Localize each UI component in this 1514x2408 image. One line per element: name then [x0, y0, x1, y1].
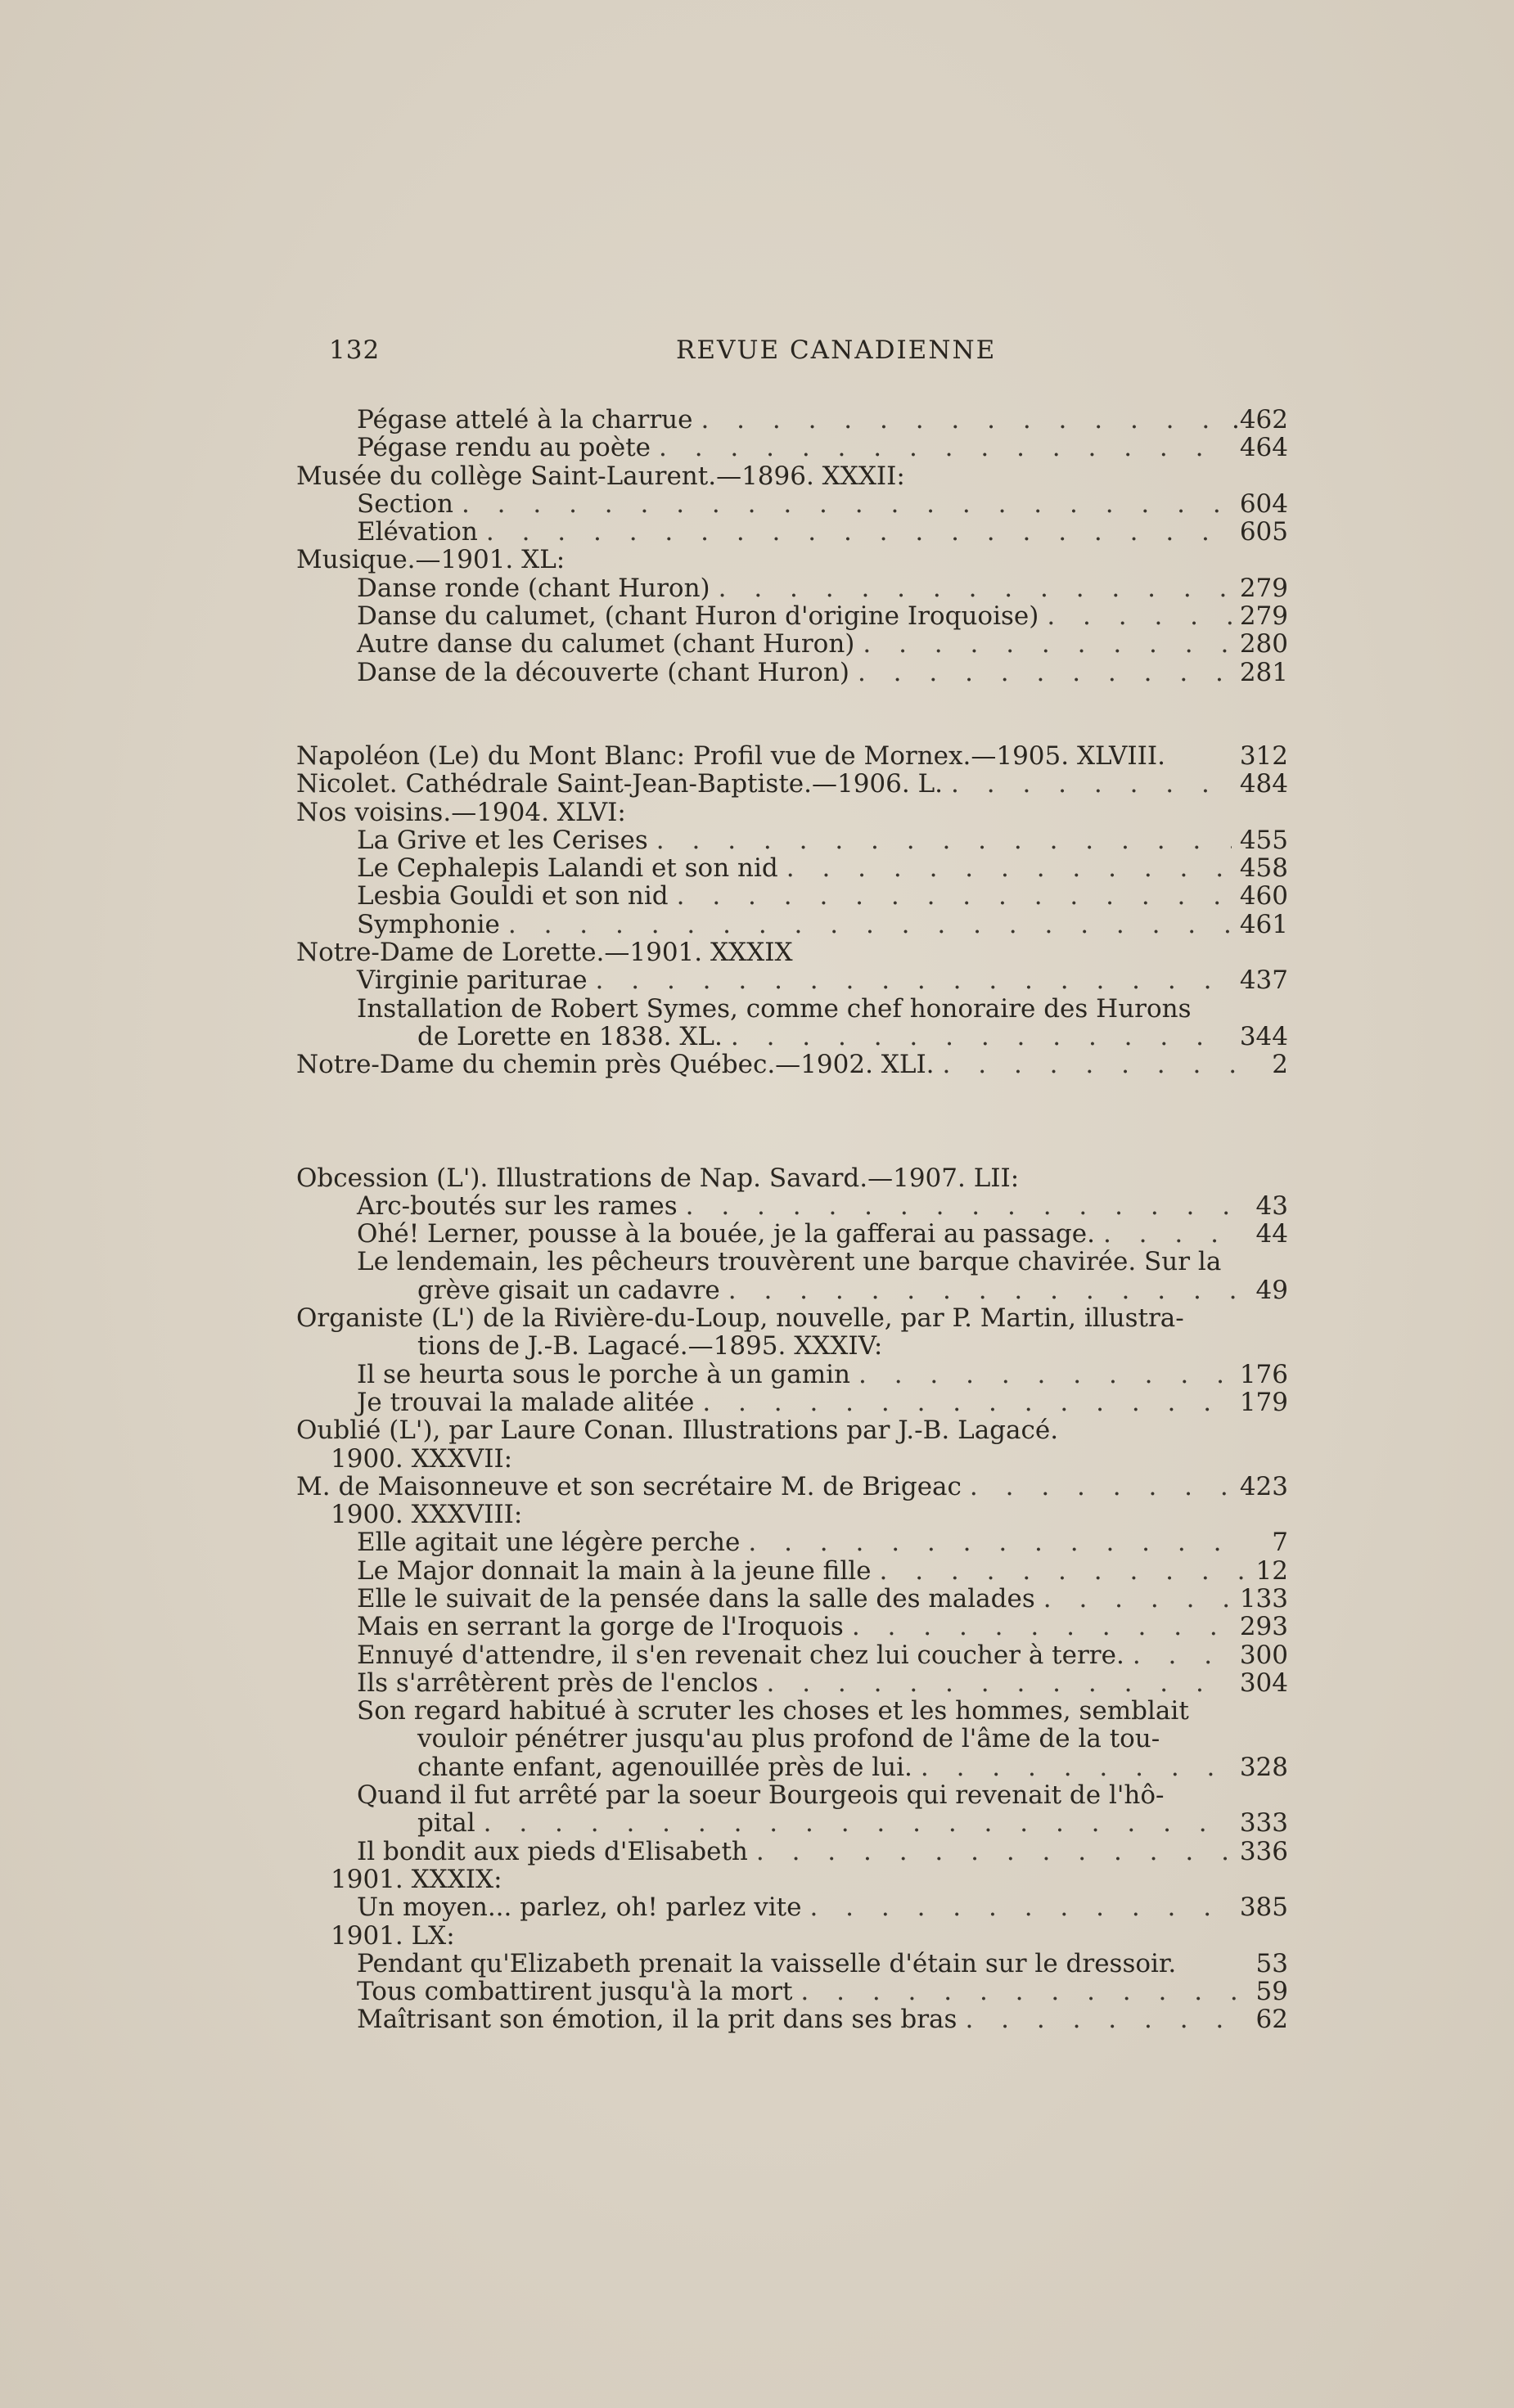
section-gap [296, 1079, 1288, 1164]
index-entry [296, 826, 1288, 854]
entry-page-number: 312 [1239, 740, 1288, 771]
entry-text: Elle le suivait de la pensée dans la salle des malades [357, 1583, 1035, 1614]
index-entry [296, 1585, 1288, 1613]
index-content [296, 406, 1288, 2034]
entry-page-number: 12 [1255, 1555, 1288, 1586]
entry-text: Oublié (L'), par Laure Conan. Illustrations par J.-B. Lagacé. [296, 1416, 1059, 1446]
index-entry [296, 1669, 1288, 1697]
entry-text: Organiste (L') de la Rivière-du-Loup, nouvelle, par P. Martin, illustra- [296, 1303, 1184, 1334]
entry-text: Section [357, 488, 453, 519]
dot-leader [1133, 1641, 1232, 1669]
entry-text: vouloir pénétrer jusqu'au plus profond de l'âme de la tou- [417, 1724, 1160, 1754]
dot-leader [656, 826, 1232, 854]
entry-text: Nicolet. Cathédrale Saint-Jean-Baptiste.—1906. L. [296, 769, 944, 799]
index-entry [296, 1416, 1288, 1444]
index-entry [296, 1753, 1288, 1781]
entry-page-number: .462 [1231, 405, 1288, 434]
entry-page-number: 336 [1239, 1836, 1288, 1866]
entry-text: Napoléon (Le) du Mont Blanc: Profil vue de Mornex.—1905. XLVIII. [296, 740, 1165, 771]
dot-leader [1043, 1585, 1232, 1613]
dot-leader [970, 1473, 1232, 1501]
entry-text: 1901. LX: [331, 1920, 455, 1951]
entry-page-number: 179 [1239, 1387, 1288, 1417]
entry-text: Nos voisins.—1904. XLVI: [296, 797, 626, 827]
entry-page-number: 484 [1239, 769, 1288, 799]
entry-page-number: 7 [1272, 1528, 1288, 1558]
entry-page-number: 53 [1255, 1948, 1288, 1978]
entry-text: Notre-Dame de Lorette.—1901. XXXIX [296, 938, 793, 968]
entry-text: tions de J.-B. Lagacé.—1895. XXXIV: [417, 1331, 883, 1362]
entry-page-number: 59 [1255, 1977, 1288, 2007]
dot-leader [596, 966, 1232, 994]
dot-leader [858, 1361, 1232, 1389]
entry-page-number: 385 [1239, 1893, 1288, 1923]
index-entry [296, 406, 1288, 434]
dot-leader [943, 1051, 1247, 1078]
index-entry [296, 1361, 1288, 1389]
dot-leader [1047, 602, 1231, 630]
index-entry [296, 1473, 1288, 1501]
index-entry [296, 1809, 1288, 1837]
index-entry [296, 490, 1288, 518]
index-entry [296, 1164, 1288, 1192]
entry-page-number: 437 [1239, 965, 1288, 996]
entry-text: Autre danse du calumet (chant Huron) [357, 629, 855, 659]
entry-page-number: 133 [1239, 1583, 1288, 1614]
index-entry [296, 2005, 1288, 2033]
dot-leader [702, 1389, 1232, 1416]
entry-text: Danse ronde (chant Huron) [357, 573, 710, 603]
entry-text: Arc-boutés sur les rames [357, 1190, 678, 1221]
index-entry [296, 546, 1288, 574]
entry-page-number: 328 [1239, 1752, 1288, 1782]
entry-text: Symphonie [357, 909, 500, 939]
entry-page-number: 2 [1272, 1050, 1288, 1080]
dot-leader [659, 434, 1232, 461]
dot-leader [719, 574, 1232, 602]
index-section [296, 1164, 1288, 2034]
index-entry [296, 854, 1288, 882]
entry-text: Un moyen... parlez, oh! parlez vite [357, 1893, 802, 1923]
entry-text: Il se heurta sous le porche à un gamin [357, 1359, 851, 1389]
index-entry [296, 1781, 1288, 1809]
dot-leader [748, 1528, 1247, 1556]
entry-text: 1901. XXXIX: [331, 1864, 502, 1894]
entry-text: Danse de la découverte (chant Huron) [357, 657, 849, 687]
dot-leader [852, 1613, 1232, 1641]
entry-text: Pégase attelé à la charrue [357, 405, 693, 434]
index-entry [296, 602, 1288, 630]
entry-text: Ils s'arrêtèrent près de l'enclos [357, 1668, 759, 1698]
entry-page-number: 280 [1239, 629, 1288, 659]
entry-text: Danse du calumet, (chant Huron d'origine Iroquoise) [357, 601, 1039, 632]
entry-text: Le Major donnait la main à la jeune fille [357, 1555, 872, 1586]
entry-text: M. de Maisonneuve et son secrétaire M. de Brigeac [296, 1471, 962, 1501]
entry-text: Elévation [357, 517, 478, 547]
dot-leader [809, 1893, 1231, 1921]
dot-leader [880, 1557, 1248, 1585]
entry-text: pital [417, 1808, 475, 1839]
dot-leader [756, 1838, 1232, 1866]
index-entry [296, 911, 1288, 938]
entry-page-number: 333 [1239, 1808, 1288, 1839]
dot-leader [484, 1809, 1232, 1837]
entry-page-number: 281 [1239, 657, 1288, 687]
index-entry [296, 995, 1288, 1023]
entry-text: de Lorette en 1838. XL. [417, 1021, 723, 1051]
entry-page-number: 605 [1239, 517, 1288, 547]
dot-leader [486, 518, 1232, 546]
entry-page-number: 293 [1239, 1612, 1288, 1642]
index-entry [296, 1332, 1288, 1360]
entry-text: Musique.—1901. XL: [296, 545, 565, 575]
entry-text: Le Cephalepis Lalandi et son nid [357, 853, 778, 884]
entry-text: Son regard habitué à scruter les choses et les hommes, semblait [357, 1696, 1189, 1726]
index-entry [296, 659, 1288, 686]
index-entry [296, 518, 1288, 546]
index-entry [296, 1978, 1288, 2005]
entry-page-number: 279 [1239, 573, 1288, 603]
index-entry [296, 966, 1288, 994]
dot-leader [965, 2005, 1247, 2033]
index-entry [296, 1641, 1288, 1669]
dot-leader [731, 1023, 1232, 1051]
index-entry [296, 1023, 1288, 1051]
dot-leader [786, 854, 1232, 882]
entry-text: Installation de Robert Symes, comme chef honoraire des Hurons [357, 993, 1192, 1024]
entry-text: grève gisait un cadavre [417, 1275, 720, 1305]
index-entry [296, 1528, 1288, 1556]
entry-text: Ennuyé d'attendre, il s'en revenait chez lui coucher à terre. [357, 1640, 1124, 1670]
index-entry [296, 1192, 1288, 1220]
dot-leader [677, 882, 1232, 910]
dot-leader [508, 911, 1232, 938]
entry-text: Elle agitait une légère perche [357, 1528, 741, 1558]
entry-page-number: 464 [1239, 433, 1288, 463]
entry-page-number: 304 [1239, 1668, 1288, 1698]
index-entry [296, 1613, 1288, 1641]
index-entry [296, 1838, 1288, 1866]
entry-page-number: 455 [1239, 825, 1288, 855]
index-entry [296, 1248, 1288, 1276]
dot-leader [800, 1978, 1247, 2005]
entry-page-number: 176 [1239, 1359, 1288, 1389]
index-entry [296, 1725, 1288, 1753]
page-header [329, 335, 1013, 371]
entry-text: Pégase rendu au poète [357, 433, 651, 463]
index-entry [296, 1276, 1288, 1304]
entry-text: Obcession (L'). Illustrations de Nap. Savard.—1907. LII: [296, 1163, 1020, 1193]
entry-text: Ohé! Lerner, pousse à la bouée, je la gafferai au passage. [357, 1219, 1095, 1249]
entry-page-number: 44 [1255, 1219, 1288, 1249]
index-entry [296, 462, 1288, 490]
dot-leader [858, 659, 1232, 686]
index-entry [296, 770, 1288, 798]
entry-page-number: 460 [1239, 881, 1288, 911]
entry-text: Pendant qu'Elizabeth prenait la vaisselle d'étain sur le dressoir. [357, 1948, 1177, 1978]
index-section [296, 406, 1288, 686]
entry-page-number: 604 [1239, 488, 1288, 519]
entry-text: Quand il fut arrêté par la soeur Bourgeois qui revenait de l'hô- [357, 1780, 1165, 1811]
entry-page-number: 423 [1239, 1471, 1288, 1501]
entry-text: Musée du collège Saint-Laurent.—1896. XXXII: [296, 461, 905, 491]
entry-text: Je trouvai la malade alitée [357, 1387, 695, 1417]
index-entry [296, 938, 1288, 966]
index-entry [296, 1051, 1288, 1078]
entry-page-number: 49 [1255, 1275, 1288, 1305]
entry-text: Il bondit aux pieds d'Elisabeth [357, 1836, 748, 1866]
index-entry [296, 1866, 1288, 1893]
index-entry [296, 1893, 1288, 1921]
dot-leader [921, 1753, 1232, 1781]
entry-text: 1900. XXXVIII: [331, 1500, 523, 1530]
dot-leader [462, 490, 1232, 518]
index-entry [296, 1220, 1288, 1248]
entry-page-number: 300 [1239, 1640, 1288, 1670]
index-entry [296, 1557, 1288, 1585]
dot-leader [766, 1669, 1231, 1697]
entry-page-number: 458 [1239, 853, 1288, 884]
entry-text: chante enfant, agenouillée près de lui. [417, 1752, 912, 1782]
entry-page-number: 344 [1239, 1021, 1288, 1051]
entry-page-number: 279 [1239, 601, 1288, 632]
entry-text: La Grive et les Cerises [357, 825, 648, 855]
index-entry [296, 1304, 1288, 1332]
entry-text: Maîtrisant son émotion, il la prit dans ses bras [357, 2005, 958, 2035]
index-entry [296, 1922, 1288, 1950]
entry-page-number: 62 [1255, 2005, 1288, 2035]
dot-leader [728, 1276, 1247, 1304]
entry-text: Tous combattirent jusqu'à la mort [357, 1977, 793, 2007]
index-entry [296, 1445, 1288, 1473]
index-entry [296, 1389, 1288, 1416]
index-entry [296, 1697, 1288, 1725]
entry-text: 1900. XXXVII: [331, 1443, 513, 1474]
entry-text: Lesbia Gouldi et son nid [357, 881, 669, 911]
index-entry [296, 799, 1288, 826]
section-gap [296, 686, 1288, 742]
dot-leader [686, 1192, 1247, 1220]
index-entry [296, 1501, 1288, 1528]
index-entry [296, 630, 1288, 658]
entry-text: Mais en serrant la gorge de l'Iroquois [357, 1612, 844, 1642]
index-entry [296, 574, 1288, 602]
index-section [296, 742, 1288, 1079]
dot-leader [863, 630, 1231, 658]
entry-page-number: 461 [1239, 909, 1288, 939]
dot-leader [701, 406, 1223, 434]
running-title: REVUE CANADIENNE [676, 335, 997, 365]
dot-leader [951, 770, 1232, 798]
index-entry [296, 434, 1288, 461]
index-entry [296, 742, 1288, 770]
entry-text: Virginie pariturae [357, 965, 588, 996]
index-entry [296, 1950, 1288, 1978]
entry-text: Notre-Dame du chemin près Québec.—1902. XLI. [296, 1050, 935, 1080]
index-entry [296, 882, 1288, 910]
entry-page-number: 43 [1255, 1190, 1288, 1221]
page-number: 132 [329, 335, 381, 365]
dot-leader [1103, 1220, 1247, 1248]
entry-text: Le lendemain, les pêcheurs trouvèrent une barque chavirée. Sur la [357, 1247, 1222, 1277]
